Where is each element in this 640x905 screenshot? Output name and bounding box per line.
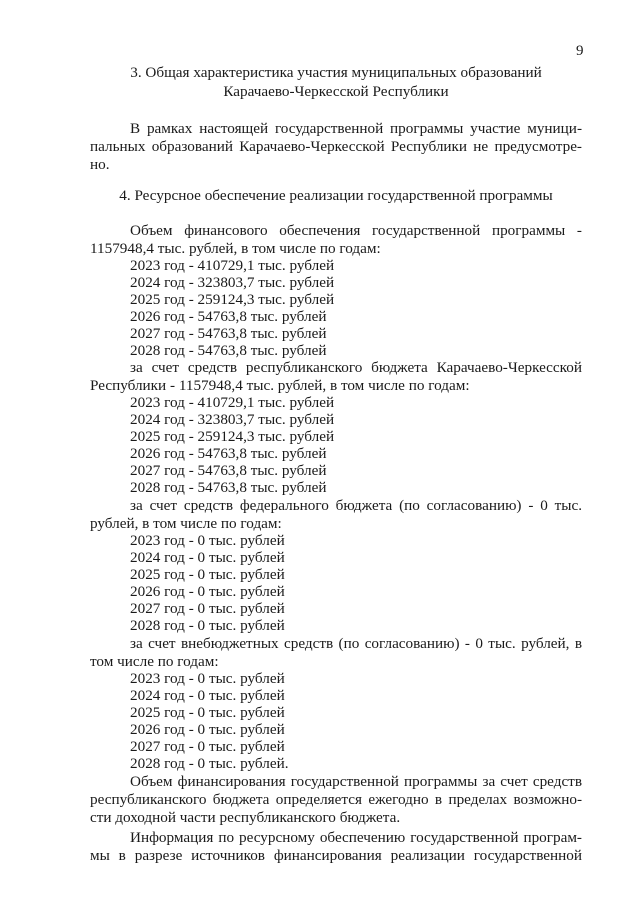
federal-year-2023: 2023 год - 0 тыс. рублей	[130, 532, 285, 549]
total-paragraph-line1: Объем финансового обеспечения государственной программы -	[130, 222, 582, 239]
republic-year-2025: 2025 год - 259124,3 тыс. рублей	[130, 428, 335, 445]
republic-year-2027: 2027 год - 54763,8 тыс. рублей	[130, 462, 327, 479]
total-year-2025: 2025 год - 259124,3 тыс. рублей	[130, 291, 335, 308]
section4-heading: 4. Ресурсное обеспечение реализации государственной программы	[119, 187, 553, 204]
annual-funding-line2: республиканского бюджета определяется ежегодно в пределах возможно-	[90, 791, 582, 808]
section3-heading-line2: Карачаево-Черкесской Республики	[223, 83, 449, 100]
page-number: 9	[576, 43, 584, 59]
federal-year-2028: 2028 год - 0 тыс. рублей	[130, 617, 285, 634]
extrabudget-year-2026: 2026 год - 0 тыс. рублей	[130, 721, 285, 738]
republic-year-2026: 2026 год - 54763,8 тыс. рублей	[130, 445, 327, 462]
total-year-2027: 2027 год - 54763,8 тыс. рублей	[130, 325, 327, 342]
republic-budget-line2: Республики - 1157948,4 тыс. рублей, в том числе по годам:	[90, 377, 470, 394]
annual-funding-line1: Объем финансирования государственной программы за счет средств	[130, 773, 582, 790]
extrabudget-year-2024: 2024 год - 0 тыс. рублей	[130, 687, 285, 704]
total-year-2026: 2026 год - 54763,8 тыс. рублей	[130, 308, 327, 325]
info-paragraph-line2: мы в разрезе источников финансирования реализации государственной	[90, 847, 582, 864]
extrabudget-year-2025: 2025 год - 0 тыс. рублей	[130, 704, 285, 721]
federal-year-2027: 2027 год - 0 тыс. рублей	[130, 600, 285, 617]
federal-year-2025: 2025 год - 0 тыс. рублей	[130, 566, 285, 583]
extrabudget-year-2027: 2027 год - 0 тыс. рублей	[130, 738, 285, 755]
annual-funding-line3: сти доходной части республиканского бюджета.	[90, 809, 401, 826]
extrabudget-line1: за счет внебюджетных средств (по согласованию) - 0 тыс. рублей, в	[130, 635, 582, 652]
federal-year-2024: 2024 год - 0 тыс. рублей	[130, 549, 285, 566]
republic-year-2023: 2023 год - 410729,1 тыс. рублей	[130, 394, 335, 411]
federal-budget-line1: за счет средств федерального бюджета (по согласованию) - 0 тыс.	[130, 497, 582, 514]
total-paragraph-line2: 1157948,4 тыс. рублей, в том числе по годам:	[90, 240, 381, 257]
extrabudget-year-2028: 2028 год - 0 тыс. рублей.	[130, 755, 289, 772]
section3-paragraph-line3: но.	[90, 156, 110, 173]
info-paragraph-line1: Информация по ресурсному обеспечению государственной програм-	[130, 829, 582, 846]
republic-year-2028: 2028 год - 54763,8 тыс. рублей	[130, 479, 327, 496]
republic-budget-line1: за счет средств республиканского бюджета Карачаево-Черкесской	[130, 359, 582, 376]
total-year-2023: 2023 год - 410729,1 тыс. рублей	[130, 257, 335, 274]
section3-paragraph-line1: В рамках настоящей государственной программы участие муници-	[130, 120, 582, 137]
federal-budget-line2: рублей, в том числе по годам:	[90, 515, 282, 532]
republic-year-2024: 2024 год - 323803,7 тыс. рублей	[130, 411, 335, 428]
total-year-2028: 2028 год - 54763,8 тыс. рублей	[130, 342, 327, 359]
extrabudget-line2: том числе по годам:	[90, 653, 219, 670]
federal-year-2026: 2026 год - 0 тыс. рублей	[130, 583, 285, 600]
extrabudget-year-2023: 2023 год - 0 тыс. рублей	[130, 670, 285, 687]
section3-paragraph-line2: пальных образований Карачаево-Черкесской Республики не предусмотре-	[90, 138, 582, 155]
total-year-2024: 2024 год - 323803,7 тыс. рублей	[130, 274, 335, 291]
section3-heading-line1: 3. Общая характеристика участия муниципальных образований	[130, 64, 542, 81]
